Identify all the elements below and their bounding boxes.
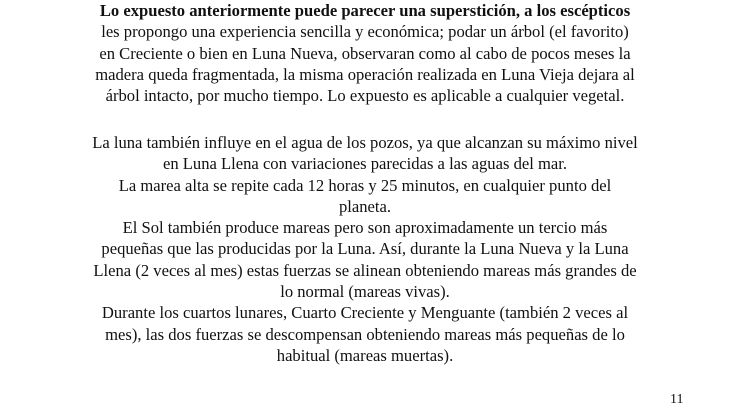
paragraph-line: en Creciente o bien en Luna Nueva, observaran como al cabo de pocos meses la xyxy=(99,43,631,63)
paragraph-line: en Luna Llena con variaciones parecidas a las aguas del mar. xyxy=(162,154,568,174)
paragraph-tides xyxy=(55,132,675,366)
paragraph-line: habitual (mareas muertas). xyxy=(276,345,454,365)
paragraph-line: La marea alta se repite cada 12 horas y 25 minutos, en cualquier punto del xyxy=(118,175,612,195)
page-number: 11 xyxy=(670,392,684,407)
paragraph-line: les propongo una experiencia sencilla y económica; podar un árbol (el favorito) xyxy=(101,22,629,42)
paragraph-line: Llena (2 veces al mes) estas fuerzas se alinean obteniendo mareas más grandes de xyxy=(93,260,637,280)
paragraph-line: árbol intacto, por mucho tiempo. Lo expuesto es aplicable a cualquier vegetal. xyxy=(105,86,625,106)
paragraph-line: lo normal (mareas vivas). xyxy=(280,282,450,302)
paragraph-line: La luna también influye en el agua de los pozos, ya que alcanzan su máximo nivel xyxy=(92,133,638,152)
paragraph-line: Durante los cuartos lunares, Cuarto Creciente y Menguante (también 2 veces al xyxy=(101,303,629,323)
paragraph-line: El Sol también produce mareas pero son aproximadamente un tercio más xyxy=(122,218,608,238)
paragraph-lead-bold: Lo expuesto anteriormente puede parecer una superstición, a los escépticos xyxy=(99,1,631,20)
paragraph-line: planeta. xyxy=(338,196,392,216)
paragraph-line: madera queda fragmentada, la misma operación realizada en Luna Vieja dejara al xyxy=(95,64,635,84)
paragraph-superstition xyxy=(55,0,675,106)
paragraph-line: pequeñas que las producidas por la Luna. Así, durante la Luna Nueva y la Luna xyxy=(101,239,629,259)
paragraph-line: mes), las dos fuerzas se descompensan obteniendo mareas más pequeñas de lo xyxy=(105,324,625,344)
